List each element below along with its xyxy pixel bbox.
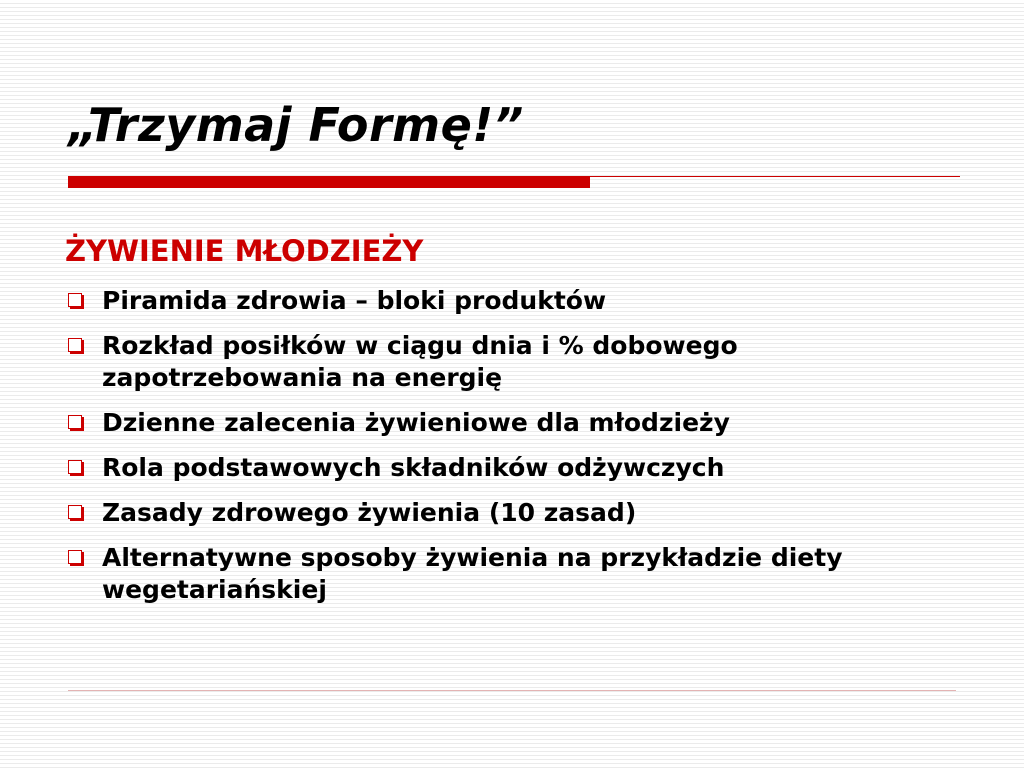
- bullet-text: Dzienne zalecenia żywieniowe dla młodzieży: [102, 408, 730, 437]
- bullet-text: Alternatywne sposoby żywienia na przykładzie diety wegetariańskiej: [102, 543, 843, 604]
- checkbox-icon: [68, 415, 82, 429]
- bullet-text: Zasady zdrowego żywienia (10 zasad): [102, 498, 637, 527]
- checkbox-icon: [68, 293, 82, 307]
- bullet-item: [68, 497, 968, 529]
- footer-divider: [68, 690, 956, 691]
- checkbox-icon: [68, 460, 82, 474]
- bullet-list: [68, 285, 968, 619]
- bullet-item: [68, 542, 968, 606]
- slide-subtitle: ŻYWIENIE MŁODZIEŻY: [65, 234, 424, 268]
- bullet-text: Rozkład posiłków w ciągu dnia i % dobowego zapotrzebowania na energię: [102, 331, 738, 392]
- bullet-text: Piramida zdrowia – bloki produktów: [102, 286, 607, 315]
- title-underline-thick: [68, 176, 590, 188]
- bullet-item: [68, 285, 968, 317]
- bullet-item: [68, 330, 968, 394]
- slide-title: „Trzymaj Formę!”: [68, 98, 524, 152]
- bullet-item: [68, 407, 968, 439]
- title-underline-thin: [590, 176, 960, 177]
- bullet-item: [68, 452, 968, 484]
- checkbox-icon: [68, 338, 82, 352]
- checkbox-icon: [68, 550, 82, 564]
- checkbox-icon: [68, 505, 82, 519]
- bullet-text: Rola podstawowych składników odżywczych: [102, 453, 725, 482]
